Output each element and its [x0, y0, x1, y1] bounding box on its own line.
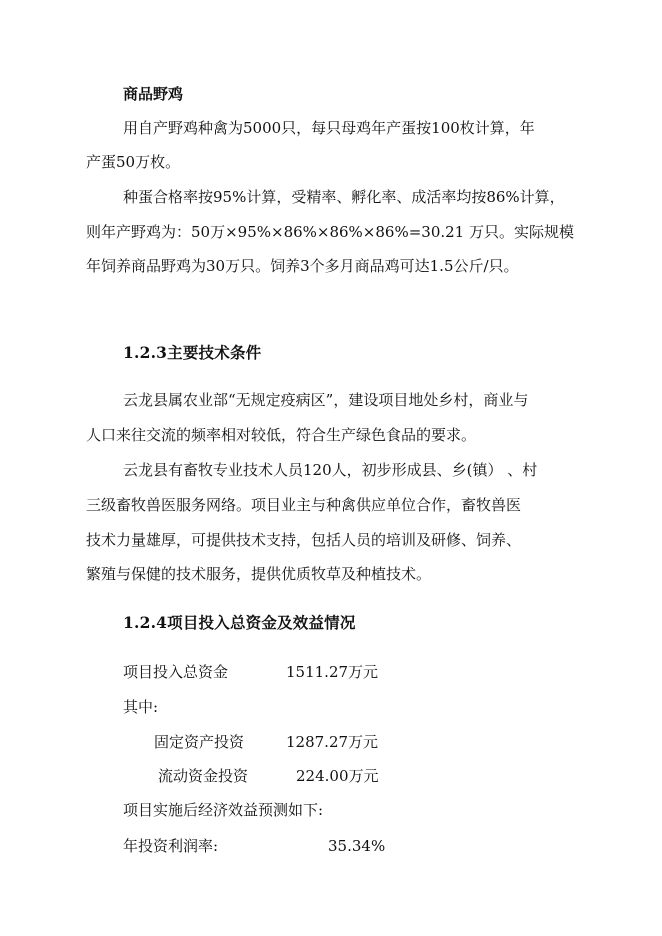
paragraph-line: 产蛋50万枚。 — [86, 153, 181, 171]
paragraph-line: 人口来往交流的频率相对较低，符合生产绿色食品的要求。 — [86, 426, 477, 444]
working-capital-value: 224.00万元 — [296, 767, 379, 785]
paragraph-line: 用自产野鸡种禽为5000只，每只母鸡年产蛋按100枚计算，年 — [123, 119, 535, 137]
paragraph-line: 技术力量雄厚，可提供技术支持，包括人员的培训及研修、饲养、 — [86, 531, 522, 549]
of-which-label: 其中: — [123, 698, 159, 716]
paragraph-line: 年饲养商品野鸡为30万只。饲养3个多月商品鸡可达1.5公斤/只。 — [86, 257, 519, 275]
fixed-asset-value: 1287.27万元 — [286, 733, 379, 751]
paragraph-line: 云龙县有畜牧专业技术人员120人，初步形成县、乡(镇） 、村 — [123, 461, 538, 479]
paragraph-line: 云龙县属农业部“无规定疫病区”，建设项目地处乡村，商业与 — [123, 391, 529, 409]
paragraph-line: 繁殖与保健的技术服务，提供优质牧草及种植技术。 — [86, 565, 432, 583]
section-title: 商品野鸡 — [123, 85, 184, 103]
heading-1-2-4: 1.2.4项目投入总资金及效益情况 — [123, 613, 356, 632]
investment-total-label: 项目投入总资金 — [123, 663, 229, 681]
paragraph-line: 三级畜牧兽医服务网络。项目业主与种禽供应单位合作，畜牧兽医 — [86, 496, 522, 514]
investment-total-value: 1511.27万元 — [286, 663, 379, 681]
profit-rate-value: 35.34% — [328, 837, 386, 855]
heading-1-2-3: 1.2.3主要技术条件 — [123, 343, 262, 362]
working-capital-label: 流动资金投资 — [158, 767, 249, 785]
forecast-intro: 项目实施后经济效益预测如下: — [123, 801, 324, 819]
profit-rate-label: 年投资利润率: — [123, 837, 219, 855]
paragraph-line: 则年产野鸡为：50万×95%×86%×86%×86%=30.21 万只。实际规模 — [86, 223, 574, 241]
paragraph-line: 种蛋合格率按95%计算，受精率、孵化率、成活率均按86%计算， — [123, 188, 565, 206]
fixed-asset-label: 固定资产投资 — [154, 733, 245, 751]
